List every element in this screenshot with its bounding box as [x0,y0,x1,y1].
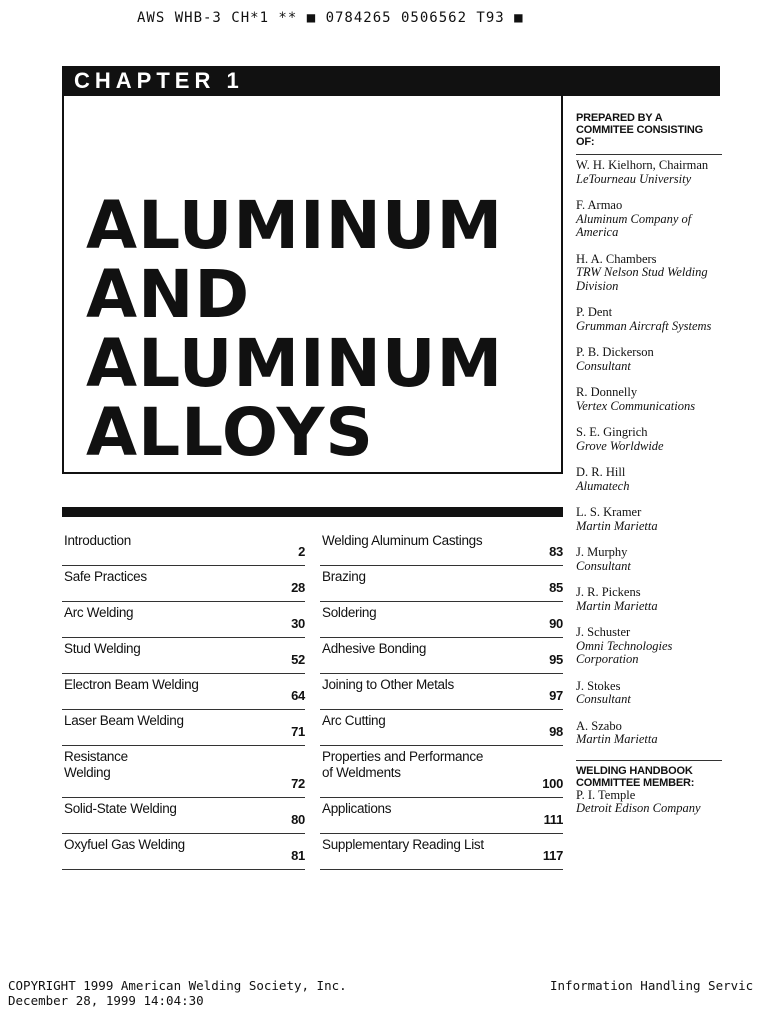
contents-item-label: Electron Beam Welding [64,677,199,692]
member-affiliation: Martin Marietta [576,732,658,746]
member-name: A. Szabo [576,718,622,733]
contents-item [62,710,305,746]
member-affiliation: Consultant [576,692,631,706]
member-name: L. S. Kramer [576,505,642,519]
contents-item-label: Oxyfuel Gas Welding [64,837,185,852]
contents-item [320,674,563,710]
committee-member [576,426,722,453]
contents-item-page: 30 [291,616,305,631]
member-name: J. Stokes [576,678,621,693]
committee-member [576,720,722,747]
contents-item-page: 90 [549,616,563,631]
member-name: R. Donnelly [576,385,638,399]
chapter-label: CHAPTER 1 [74,68,244,93]
contents-item [320,798,563,834]
contents-item [62,530,305,566]
committee-member [576,466,722,493]
contents-item-page: 52 [291,652,305,667]
committee-member [576,346,722,373]
contents-item-label: Introduction [64,533,131,548]
contents-item [320,746,563,798]
committee-member [576,386,722,413]
contents-item-page: 111 [543,812,563,827]
handbook-committee-heading: WELDING HANDBOOK COMMITTEE MEMBER: [576,764,695,789]
contents-item-label: Properties and Performance of Weldments [322,749,484,780]
divider [576,154,722,155]
member-affiliation: Grumman Aircraft Systems [576,318,712,333]
member-name: H. A. Chambers [576,251,657,266]
member-affiliation: Consultant [576,358,631,373]
contents-item-label: Stud Welding [64,641,141,656]
handbook-member-affiliation: Detroit Edison Company [576,801,701,815]
footer-date: December 28, 1999 14:04:30 [8,993,204,1008]
member-affiliation: Grove Worldwide [576,438,664,453]
contents-bar [62,507,563,517]
contents-item-label: Soldering [322,605,377,620]
contents-item-label: Adhesive Bonding [322,641,427,656]
contents-item [320,834,563,870]
committee-panel [576,112,722,816]
contents-item [320,602,563,638]
member-affiliation: LeTourneau University [576,171,692,186]
committee-member [576,253,722,294]
member-name: S. E. Gingrich [576,425,648,439]
contents-item-page: 72 [291,776,305,791]
member-affiliation: Consultant [576,558,631,573]
committee-member [576,546,722,573]
contents-item-label: Safe Practices [64,569,147,584]
contents-item-page: 98 [549,724,563,739]
member-name: D. R. Hill [576,465,626,479]
member-affiliation: Omni Technologies Corporation [576,638,673,666]
contents-item-label: Laser Beam Welding [64,713,184,728]
member-affiliation: Martin Marietta [576,598,658,613]
member-name: F. Armao [576,198,623,212]
contents-item-label: Welding Aluminum Castings [322,533,483,548]
member-affiliation: TRW Nelson Stud Welding Division [576,265,708,293]
footer-copyright: COPYRIGHT 1999 American Welding Society, Inc. [8,978,347,993]
contents-item [320,530,563,566]
committee-member [576,199,722,240]
member-affiliation: Vertex Communications [576,398,696,413]
committee-member [576,306,722,333]
contents-item-label: Applications [322,801,392,816]
member-name: J. Murphy [576,545,628,559]
member-name: P. B. Dickerson [576,345,654,359]
contents-item [62,638,305,674]
handbook-member-name: P. I. Temple [576,787,636,802]
contents-item-page: 28 [291,580,305,595]
contents-item-page: 95 [549,652,563,667]
chapter-bar [62,66,720,96]
committee-member [576,586,722,613]
title-line: ALLOYS [86,394,374,471]
title-line: ALUMINUM [86,325,504,402]
contents-item-page: 80 [291,812,305,827]
contents-item [62,834,305,870]
member-name: W. H. Kielhorn, Chairman [576,158,709,172]
title-line: AND [86,256,251,333]
contents-item-page: 81 [291,848,305,863]
member-affiliation: Alumatech [576,478,630,493]
title-box [62,96,563,474]
contents-item-label: Joining to Other Metals [322,677,454,692]
contents-item-label: Arc Cutting [322,713,386,728]
member-name: J. Schuster [576,625,631,639]
contents-item-label: Resistance Welding [64,749,128,780]
divider [576,760,722,761]
title-line: ALUMINUM [86,187,504,264]
contents-item-label: Supplementary Reading List [322,837,484,852]
contents-item [320,638,563,674]
contents-item-page: 83 [549,544,563,559]
committee-heading: PREPARED BY A COMMITEE CONSISTING OF: [576,112,703,148]
contents-item-label: Arc Welding [64,605,134,620]
contents-item [320,710,563,746]
contents-item-page: 71 [291,724,305,739]
contents-item [62,798,305,834]
contents-item-label: Solid-State Welding [64,801,177,816]
committee-member [576,626,722,667]
committee-member [576,506,722,533]
contents-item [62,746,305,798]
contents-item [62,566,305,602]
contents-item [62,602,305,638]
committee-member [576,680,722,707]
contents-item-page: 2 [298,544,305,559]
contents-item [62,674,305,710]
contents-item-page: 117 [542,848,563,863]
footer-right-text: Information Handling Servic [550,978,754,993]
contents-item-label: Brazing [322,569,366,584]
contents-item-page: 85 [549,580,563,595]
contents-item-page: 64 [291,688,305,703]
committee-member [576,159,722,186]
contents-item-page: 97 [549,688,563,703]
contents-item [320,566,563,602]
contents-item-page: 100 [542,776,563,791]
member-name: P. Dent [576,305,613,319]
member-affiliation: Aluminum Company of America [576,211,692,239]
document-header-code: AWS WHB-3 CH*1 ** ■ 0784265 0506562 T93 ■ [137,10,524,26]
member-name: J. R. Pickens [576,585,641,599]
committee-member-list [576,159,722,747]
member-affiliation: Martin Marietta [576,518,658,533]
